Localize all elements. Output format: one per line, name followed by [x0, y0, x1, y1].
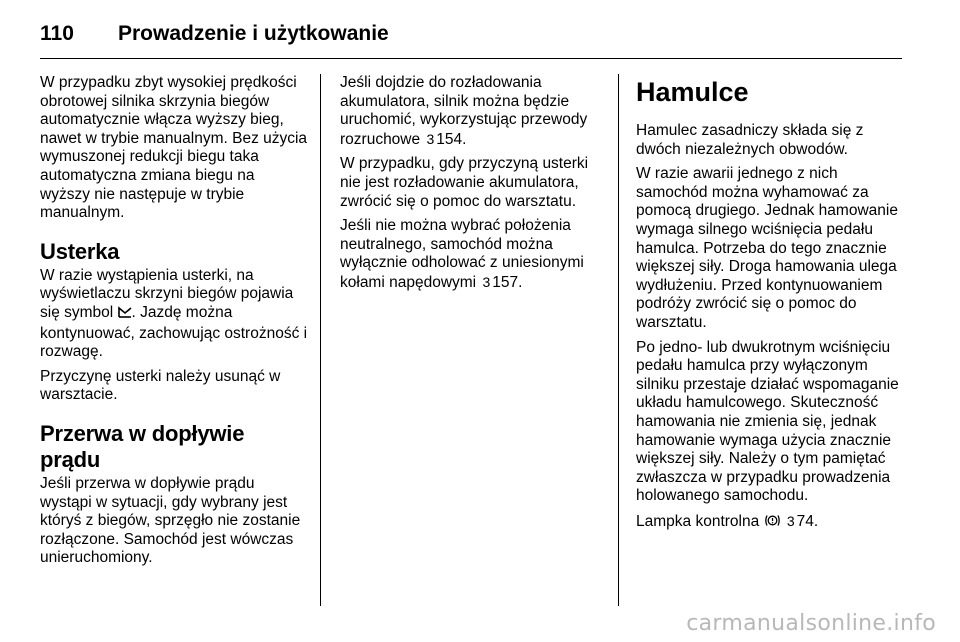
page-reference: 74.: [796, 512, 819, 530]
paragraph: W przypadku zbyt wysokiej prędkości obrotowej silnika skrzynia biegów automatycznie włącza wyższy bieg, nawet w trybie manualnym. Bez użycia wymuszonej redukcji biegu taka automatyczna zmiana biegu na wyższy nie następuje w trybie manualnym.: [40, 74, 308, 222]
page-header: [40, 14, 389, 54]
paragraph: W przypadku, gdy przyczyną usterki nie jest rozładowanie akumulatora, zwrócić się o pomoc do warsztatu.: [340, 155, 589, 210]
reference-arrow-icon: 3: [786, 512, 795, 529]
column-divider: [618, 74, 619, 606]
paragraph: Jeśli przerwa w dopływie prądu wystąpi w sytuacji, gdy wybrany jest któryś z biegów, sprzęgło nie zostanie rozłączone. Samochód jest wówczas unieruchomiony.: [40, 474, 301, 567]
section-heading-brakes: Hamulce: [636, 77, 749, 107]
page-reference: 157.: [492, 273, 523, 291]
header-rule: [40, 58, 902, 59]
paragraph: Jeśli dojdzie do rozładowania akumulatora, silnik można będzie uruchomić, wykorzystując przewody rozruchowe 3 154.: [340, 74, 588, 148]
page-reference: 154.: [436, 130, 467, 148]
page-number: 110: [40, 22, 74, 45]
column-divider: [320, 74, 321, 606]
paragraph: Lampka kontrolna 3 74.: [636, 512, 904, 534]
watermark: carmanualsonline.info: [686, 611, 936, 636]
reference-arrow-icon: 3: [482, 273, 491, 290]
column-3: [636, 74, 904, 539]
paragraph: Przyczynę usterki należy usunąć w warsztacie.: [40, 367, 281, 404]
paragraph: Jeśli nie można wybrać położenia neutralnego, samochód można wyłącznie odholować z uniesionymi kołami napędowymi 3 157.: [340, 217, 584, 291]
page-title: Prowadzenie i użytkowanie: [118, 22, 389, 45]
paragraph: Po jedno- lub dwukrotnym wciśnięciu pedału hamulca przy wyłączonym silniku przestaje działać wspomaganie układu hamulcowego. Skuteczność hamowania nie zmienia się, jednak hamowanie wymaga użycia znacznie większej siły. Należy o tym pamiętać zwłaszcza w przypadku prowadzenia holowanego samochodu.: [636, 338, 899, 505]
column-2: [340, 74, 608, 299]
section-heading-fault: Usterka: [40, 238, 120, 264]
paragraph: W razie wystąpienia usterki, na wyświetlaczu skrzyni biegów pojawia się symbol . Jazdę można kontynuować, zachowując ostrożność i rozwagę.: [40, 266, 308, 361]
reference-arrow-icon: 3: [426, 130, 435, 147]
section-heading-power-failure: Przerwa w dopływie prądu: [40, 420, 245, 472]
brake-warning-lamp-icon: [764, 513, 781, 534]
column-1: [40, 74, 308, 574]
paragraph: W razie awarii jednego z nich samochód można wyhamować za pomocą drugiego. Jednak hamowanie wymaga silnego wciśnięcia pedału hamulca. Potrzeba do tego znacznie większej siły. Droga hamowania ulega wydłużeniu. Przed kontynuowaniem podróży zwrócić się o pomoc do warsztatu.: [636, 165, 898, 331]
gearbox-fault-icon: [118, 305, 132, 325]
paragraph: Hamulec zasadniczy składa się z dwóch niezależnych obwodów.: [636, 122, 864, 158]
